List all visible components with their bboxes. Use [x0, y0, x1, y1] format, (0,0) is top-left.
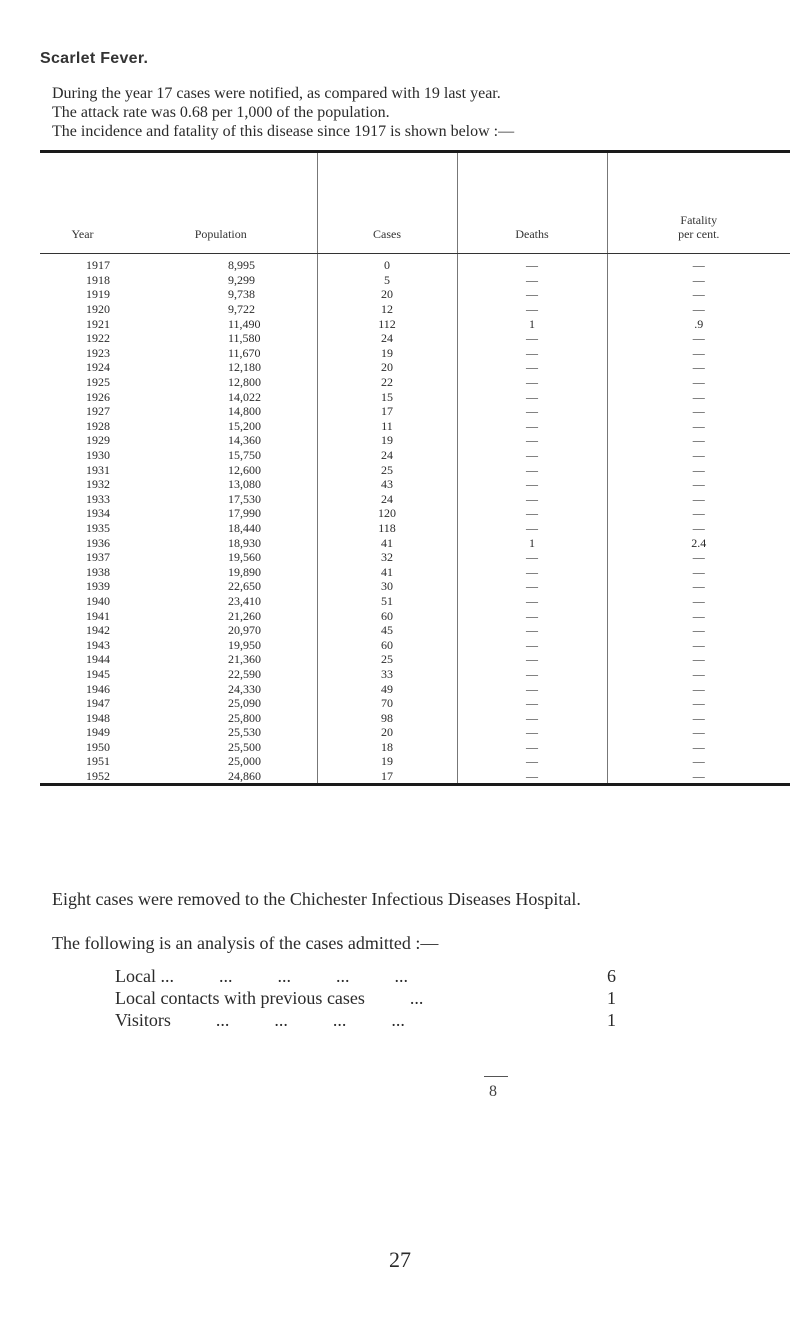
intro-line: During the year 17 cases were notified, as compared with 19 last year.	[52, 85, 501, 102]
cell-population: 22,590	[228, 666, 261, 681]
cell-population: 25,000	[228, 754, 261, 769]
cell-fatality: —	[607, 652, 790, 667]
cell-population: 14,022	[228, 389, 261, 404]
cell-year: 1942	[86, 623, 110, 638]
cell-deaths: —	[457, 506, 607, 521]
cell-deaths: —	[457, 652, 607, 667]
cell-year: 1941	[86, 608, 110, 623]
table-row	[40, 667, 790, 682]
cell-fatality: —	[607, 433, 790, 448]
cell-cases: 19	[317, 346, 457, 361]
analysis-row-visitors	[115, 1009, 715, 1031]
cell-year: 1920	[86, 302, 110, 317]
cell-population: 18,930	[228, 535, 261, 550]
cell-population: 17,530	[228, 491, 261, 506]
incidence-table	[40, 150, 790, 786]
header-fatality-line1: Fatality	[680, 213, 718, 227]
cell-fatality: —	[607, 579, 790, 594]
cell-population: 12,800	[228, 375, 261, 390]
analysis-value: 6	[607, 966, 616, 986]
cell-cases: 19	[317, 433, 457, 448]
cell-year: 1951	[86, 754, 110, 769]
cell-deaths: —	[457, 637, 607, 652]
cell-fatality: —	[607, 346, 790, 361]
cell-fatality: —	[607, 287, 790, 302]
cell-fatality: —	[607, 477, 790, 492]
cell-fatality: —	[607, 419, 790, 434]
cell-fatality: —	[607, 637, 790, 652]
cell-year: 1936	[86, 535, 110, 550]
cell-cases: 24	[317, 448, 457, 463]
cell-fatality: —	[607, 550, 790, 565]
header-year: Year	[71, 227, 94, 241]
header-fatality-line2: per cent.	[678, 227, 720, 241]
cell-population: 11,580	[228, 331, 261, 346]
cell-population: 17,990	[228, 506, 261, 521]
table-row	[40, 652, 790, 667]
cell-year: 1950	[86, 739, 110, 754]
cell-year: 1919	[86, 287, 110, 302]
cell-fatality: —	[607, 564, 790, 579]
cell-cases: 20	[317, 360, 457, 375]
cell-fatality: —	[607, 389, 790, 404]
cell-population: 25,500	[228, 739, 261, 754]
cell-fatality: —	[607, 492, 790, 507]
cell-cases: 60	[317, 608, 457, 623]
cell-cases: 118	[317, 521, 457, 536]
cell-fatality: —	[607, 696, 790, 711]
cell-year: 1947	[86, 696, 110, 711]
intro-line: The incidence and fatality of this disease since 1917 is shown below :—	[52, 123, 515, 140]
cell-year: 1939	[86, 579, 110, 594]
table-row	[40, 579, 790, 594]
cell-population: 12,180	[228, 360, 261, 375]
cell-deaths: —	[457, 433, 607, 448]
cell-year: 1935	[86, 520, 110, 535]
analysis-label: Local ... ... ... ... ...	[115, 966, 408, 986]
cell-fatality: —	[607, 769, 790, 784]
table-row	[40, 331, 790, 346]
table-row	[40, 404, 790, 419]
cell-year: 1952	[86, 769, 110, 784]
cell-population: 25,090	[228, 696, 261, 711]
cell-fatality: —	[607, 273, 790, 288]
cell-deaths: —	[457, 710, 607, 725]
cell-deaths: —	[457, 273, 607, 288]
cell-fatality: —	[607, 667, 790, 682]
table-row	[40, 346, 790, 361]
cell-year: 1938	[86, 564, 110, 579]
cell-deaths: —	[457, 769, 607, 784]
table-row	[40, 608, 790, 623]
cell-year: 1940	[86, 593, 110, 608]
analysis-row-local	[115, 965, 715, 987]
cell-cases: 11	[317, 419, 457, 434]
header-fatality	[607, 153, 790, 253]
cell-population: 14,800	[228, 404, 261, 419]
cell-cases: 60	[317, 637, 457, 652]
table-row	[40, 710, 790, 725]
cell-cases: 41	[317, 535, 457, 550]
cell-population: 9,738	[228, 287, 255, 302]
analysis-label: Local contacts with previous cases ...	[115, 988, 424, 1008]
cell-deaths: —	[457, 360, 607, 375]
cell-cases: 32	[317, 550, 457, 565]
table-row	[40, 594, 790, 609]
table-row	[40, 506, 790, 521]
table-bottom-rule	[40, 783, 790, 786]
cell-deaths: —	[457, 740, 607, 755]
analysis-label: Visitors ... ... ... ...	[115, 1010, 405, 1030]
table-row	[40, 564, 790, 579]
table-row	[40, 389, 790, 404]
cell-population: 21,260	[228, 608, 261, 623]
cell-cases: 45	[317, 623, 457, 638]
cell-year: 1946	[86, 681, 110, 696]
cell-year: 1933	[86, 491, 110, 506]
removed-note: Eight cases were removed to the Chichester Infectious Diseases Hospital.	[52, 889, 581, 909]
table-row	[40, 477, 790, 492]
cell-deaths: —	[457, 302, 607, 317]
cell-year: 1943	[86, 637, 110, 652]
cell-deaths: —	[457, 492, 607, 507]
cell-fatality: —	[607, 740, 790, 755]
table-row	[40, 696, 790, 711]
cell-fatality: —	[607, 608, 790, 623]
cell-fatality: —	[607, 360, 790, 375]
cell-year: 1932	[86, 477, 110, 492]
cell-year: 1917	[86, 258, 110, 273]
table-row	[40, 740, 790, 755]
cell-deaths: —	[457, 287, 607, 302]
cell-cases: 49	[317, 681, 457, 696]
cell-population: 11,490	[228, 316, 261, 331]
cell-fatality: —	[607, 681, 790, 696]
cell-population: 22,650	[228, 579, 261, 594]
table-row	[40, 433, 790, 448]
cell-deaths: —	[457, 462, 607, 477]
cell-population: 11,670	[228, 345, 261, 360]
cell-year: 1918	[86, 272, 110, 287]
table-row	[40, 273, 790, 288]
cell-cases: 41	[317, 564, 457, 579]
table-row	[40, 725, 790, 740]
cell-fatality: —	[607, 594, 790, 609]
cell-deaths: —	[457, 331, 607, 346]
cell-population: 20,970	[228, 623, 261, 638]
table-header-row	[40, 153, 790, 253]
analysis-intro: The following is an analysis of the cases admitted :—	[52, 933, 439, 953]
cell-cases: 98	[317, 710, 457, 725]
table-row	[40, 302, 790, 317]
header-population: Population	[194, 227, 247, 241]
intro-line: The attack rate was 0.68 per 1,000 of the population.	[52, 104, 390, 121]
table-row	[40, 637, 790, 652]
cell-deaths: —	[457, 564, 607, 579]
cell-year: 1924	[86, 360, 110, 375]
analysis-value: 1	[607, 988, 616, 1008]
table-row	[40, 419, 790, 434]
table-row	[40, 521, 790, 536]
cell-cases: 25	[317, 652, 457, 667]
cell-population: 19,560	[228, 550, 261, 565]
cell-year: 1927	[86, 404, 110, 419]
cell-cases: 17	[317, 404, 457, 419]
cell-cases: 17	[317, 769, 457, 784]
cell-deaths: 1	[457, 316, 607, 331]
cell-deaths: —	[457, 754, 607, 769]
table-row	[40, 375, 790, 390]
cell-cases: 70	[317, 696, 457, 711]
cell-cases: 12	[317, 302, 457, 317]
cell-fatality: —	[607, 404, 790, 419]
cell-population: 23,410	[228, 593, 261, 608]
cell-year: 1930	[86, 448, 110, 463]
cell-year: 1922	[86, 331, 110, 346]
cell-deaths: —	[457, 623, 607, 638]
cell-fatality: —	[607, 754, 790, 769]
cell-cases: 120	[317, 506, 457, 521]
cell-cases: 18	[317, 740, 457, 755]
cell-population: 24,860	[228, 769, 261, 784]
cell-population: 15,200	[228, 418, 261, 433]
cell-cases: 5	[317, 273, 457, 288]
table-row	[40, 360, 790, 375]
cell-population: 9,722	[228, 302, 255, 317]
cell-population: 19,950	[228, 637, 261, 652]
cell-deaths: —	[457, 594, 607, 609]
table-row	[40, 462, 790, 477]
cell-fatality: —	[607, 506, 790, 521]
cell-cases: 15	[317, 389, 457, 404]
cell-year: 1949	[86, 725, 110, 740]
cell-deaths: —	[457, 254, 607, 273]
cell-year: 1937	[86, 550, 110, 565]
cell-population: 13,080	[228, 477, 261, 492]
cell-fatality: —	[607, 375, 790, 390]
cell-deaths: 1	[457, 535, 607, 550]
cell-deaths: —	[457, 419, 607, 434]
cell-year: 1945	[86, 666, 110, 681]
cell-fatality: —	[607, 623, 790, 638]
header-cases: Cases	[317, 153, 457, 253]
cell-cases: 20	[317, 725, 457, 740]
cell-year: 1923	[86, 345, 110, 360]
cell-population: 18,440	[228, 520, 261, 535]
table-row	[40, 254, 790, 273]
analysis-value: 1	[607, 1010, 616, 1030]
cell-fatality: .9	[607, 316, 790, 331]
table-row	[40, 754, 790, 769]
table-row	[40, 448, 790, 463]
cell-deaths: —	[457, 389, 607, 404]
cell-year: 1921	[86, 316, 110, 331]
cell-population: 15,750	[228, 448, 261, 463]
cell-population: 19,890	[228, 564, 261, 579]
cell-deaths: —	[457, 608, 607, 623]
cell-population: 21,360	[228, 652, 261, 667]
cell-cases: 24	[317, 492, 457, 507]
table-row	[40, 316, 790, 331]
cell-cases: 33	[317, 667, 457, 682]
cell-cases: 25	[317, 462, 457, 477]
cell-deaths: —	[457, 550, 607, 565]
table-row	[40, 681, 790, 696]
cell-population: 14,360	[228, 433, 261, 448]
cell-deaths: —	[457, 375, 607, 390]
intro-paragraph	[52, 84, 772, 141]
cell-population: 25,800	[228, 710, 261, 725]
cell-year: 1948	[86, 710, 110, 725]
cell-deaths: —	[457, 477, 607, 492]
cell-deaths: —	[457, 521, 607, 536]
total-rule	[484, 1076, 508, 1077]
cell-fatality: —	[607, 710, 790, 725]
cell-deaths: —	[457, 667, 607, 682]
cell-fatality: —	[607, 462, 790, 477]
cell-cases: 19	[317, 754, 457, 769]
cell-deaths: —	[457, 448, 607, 463]
table-row	[40, 535, 790, 550]
cell-cases: 51	[317, 594, 457, 609]
cell-deaths: —	[457, 681, 607, 696]
analysis-total: 8	[489, 1083, 497, 1100]
cell-deaths: —	[457, 579, 607, 594]
cell-year: 1929	[86, 433, 110, 448]
cell-cases: 20	[317, 287, 457, 302]
cell-population: 12,600	[228, 462, 261, 477]
cell-population: 24,330	[228, 681, 261, 696]
table-row	[40, 550, 790, 565]
cell-fatality: 2.4	[607, 535, 790, 550]
footer-text	[52, 888, 772, 954]
analysis-list	[115, 965, 715, 1031]
table-row	[40, 287, 790, 302]
cell-fatality: —	[607, 254, 790, 273]
cell-year: 1928	[86, 418, 110, 433]
cell-year: 1944	[86, 652, 110, 667]
table-row	[40, 492, 790, 507]
cell-population: 8,995	[228, 258, 255, 273]
cell-cases: 43	[317, 477, 457, 492]
section-heading: Scarlet Fever.	[40, 50, 149, 67]
table-row	[40, 769, 790, 784]
cell-deaths: —	[457, 696, 607, 711]
table-row	[40, 623, 790, 638]
analysis-row-contacts	[115, 987, 715, 1009]
cell-cases: 0	[317, 254, 457, 273]
header-deaths: Deaths	[457, 153, 607, 253]
cell-fatality: —	[607, 302, 790, 317]
table-body	[40, 254, 790, 783]
cell-population: 25,530	[228, 725, 261, 740]
cell-cases: 30	[317, 579, 457, 594]
cell-year: 1934	[86, 506, 110, 521]
cell-year: 1926	[86, 389, 110, 404]
cell-cases: 24	[317, 331, 457, 346]
cell-cases: 112	[317, 316, 457, 331]
cell-fatality: —	[607, 521, 790, 536]
cell-fatality: —	[607, 448, 790, 463]
cell-cases: 22	[317, 375, 457, 390]
cell-year: 1931	[86, 462, 110, 477]
cell-year: 1925	[86, 375, 110, 390]
cell-population: 9,299	[228, 272, 255, 287]
cell-deaths: —	[457, 404, 607, 419]
cell-deaths: —	[457, 346, 607, 361]
page-number: 27	[389, 1247, 411, 1272]
cell-fatality: —	[607, 725, 790, 740]
cell-fatality: —	[607, 331, 790, 346]
cell-deaths: —	[457, 725, 607, 740]
